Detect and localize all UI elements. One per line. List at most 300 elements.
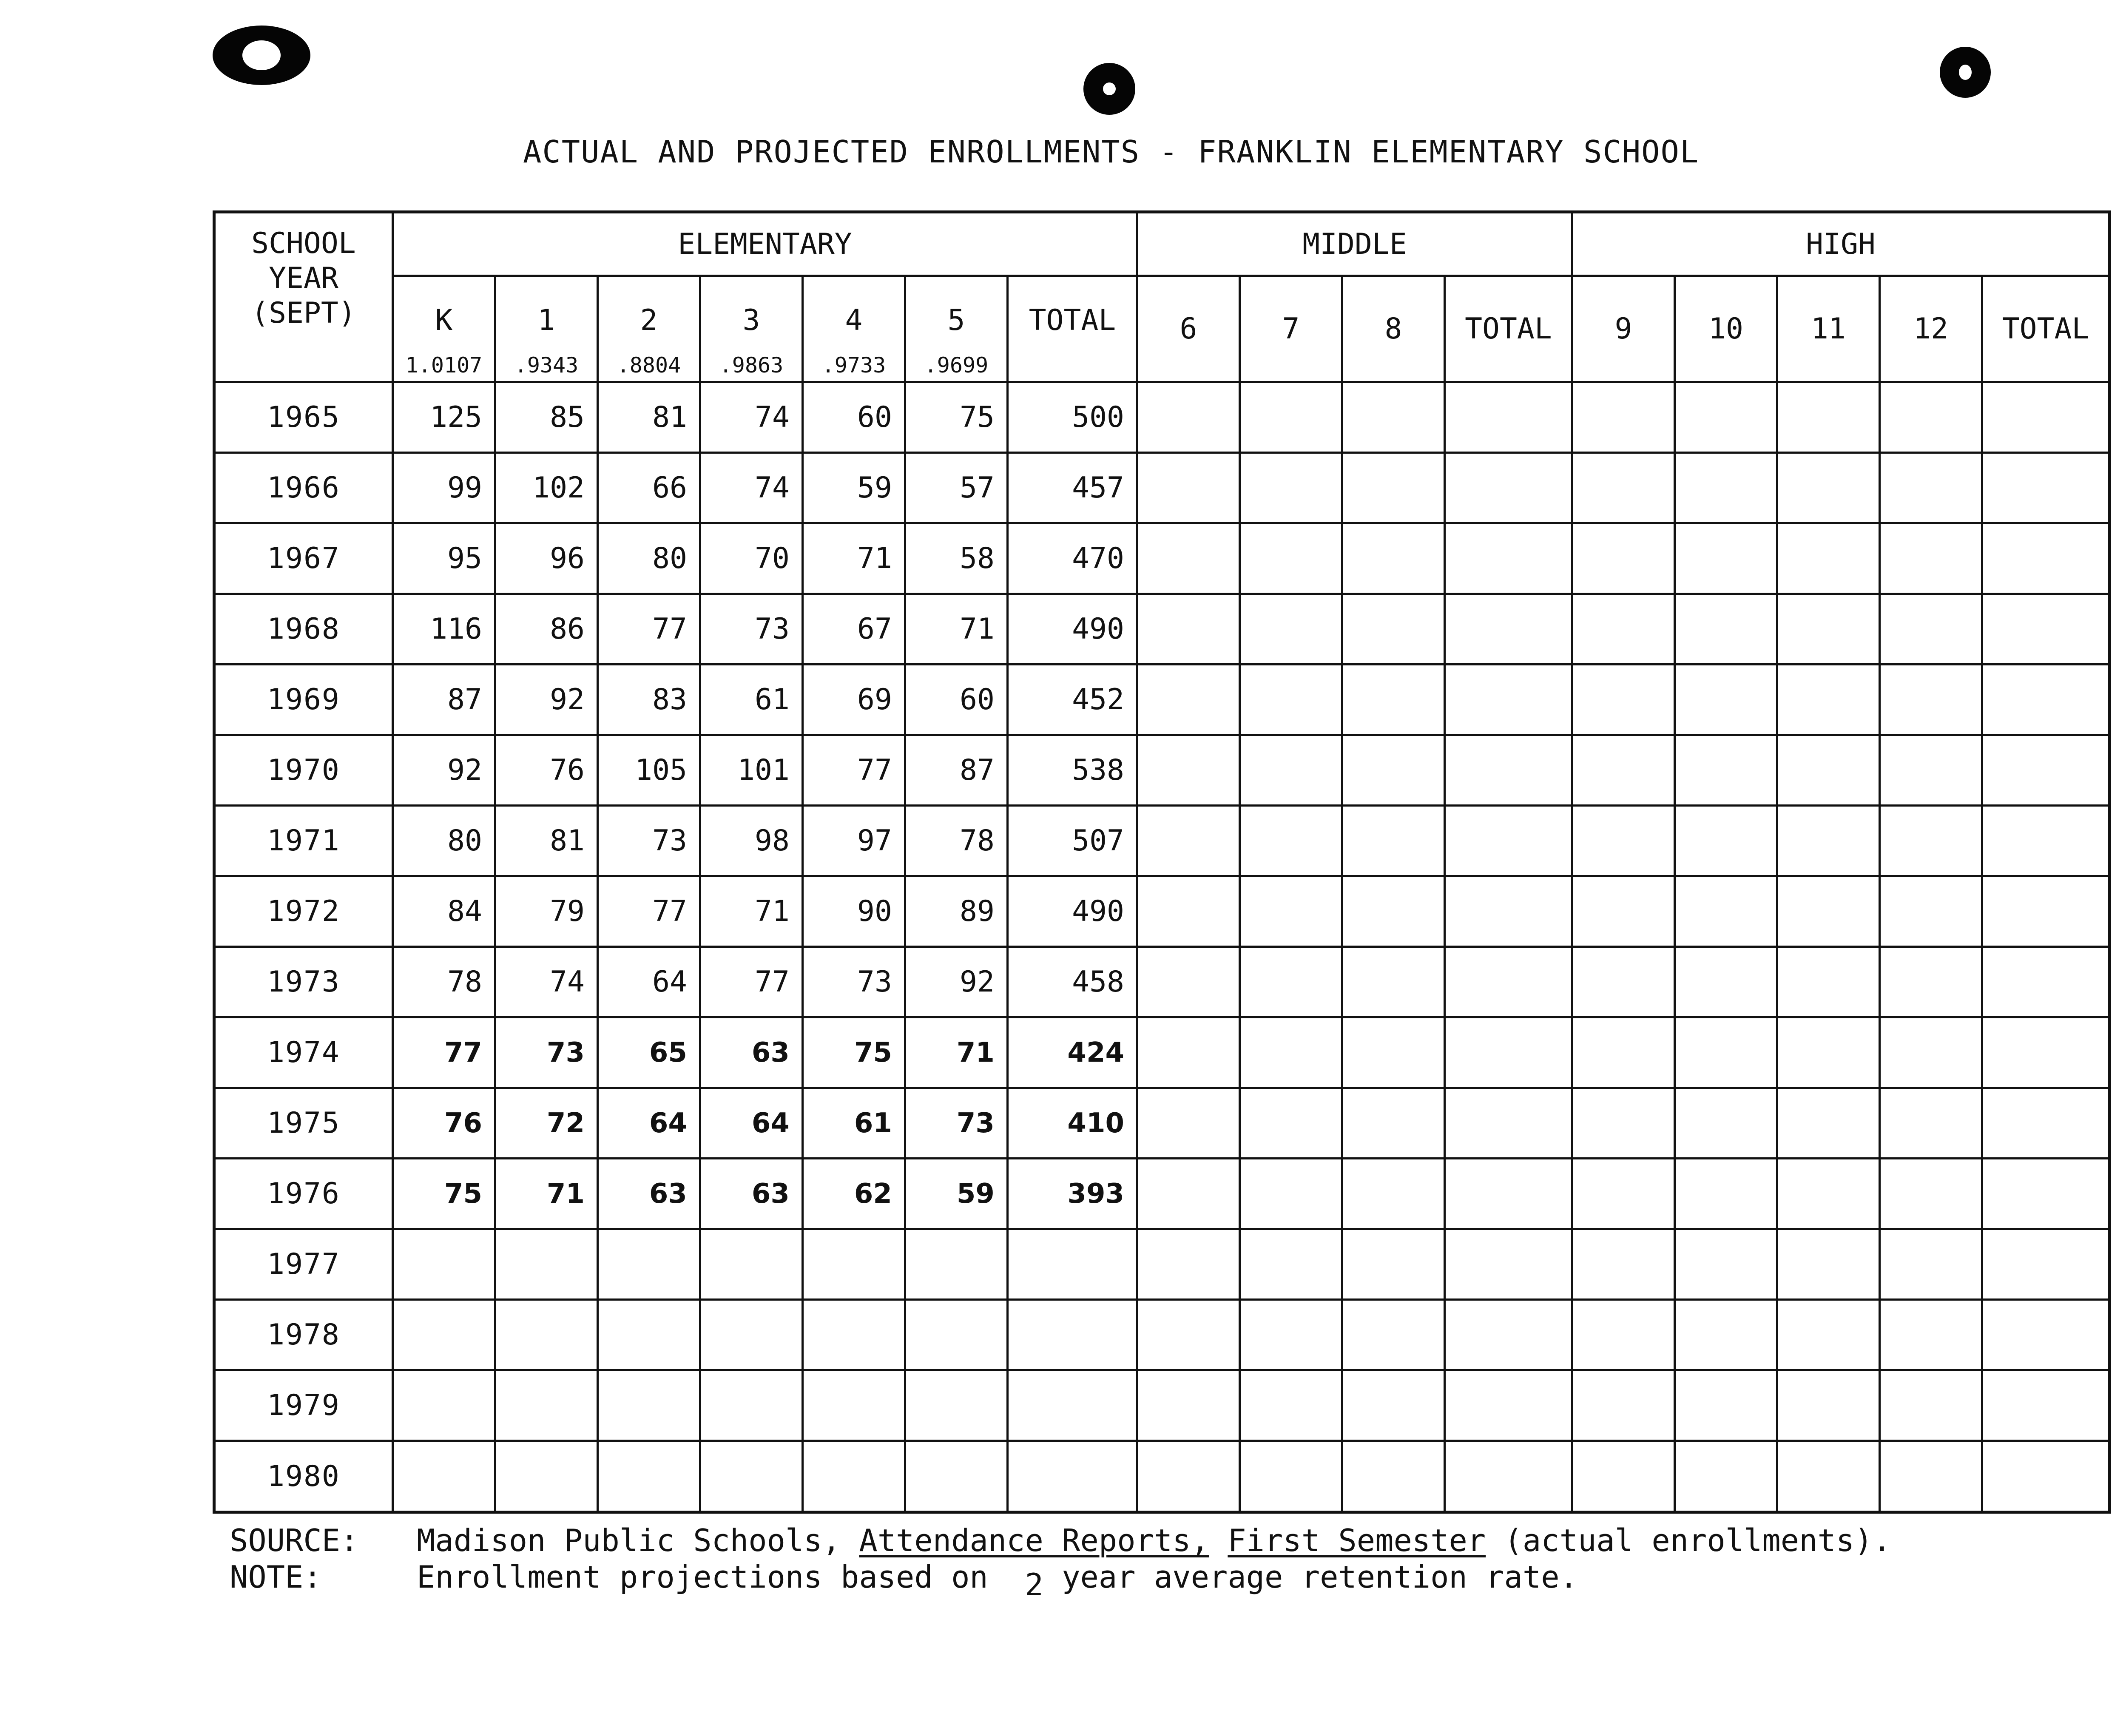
empty-cell	[1879, 523, 1982, 594]
enrollment-cell	[700, 1370, 802, 1441]
empty-cell	[1444, 594, 1572, 665]
grade-header-row	[214, 276, 2110, 382]
empty-cell	[1879, 1017, 1982, 1088]
empty-cell	[1444, 947, 1572, 1017]
empty-cell	[1342, 594, 1444, 665]
year-cell: 1966	[214, 453, 393, 523]
enrollment-cell: 71	[802, 523, 905, 594]
empty-cell	[1239, 1159, 1342, 1229]
enrollment-cell: 102	[495, 453, 597, 523]
empty-cell	[1777, 665, 1879, 735]
empty-cell	[1239, 1229, 1342, 1300]
note-suffix: year average retention rate.	[1062, 1559, 1578, 1595]
enrollment-cell	[802, 1441, 905, 1512]
enrollment-cell: 116	[393, 594, 495, 665]
empty-cell	[1342, 1017, 1444, 1088]
enrollment-cell: 81	[597, 382, 700, 453]
enrollment-cell: 58	[905, 523, 1007, 594]
grade-label: 4	[845, 304, 863, 337]
empty-cell	[1674, 1229, 1777, 1300]
table-row	[214, 1017, 2110, 1088]
enrollment-cell: 89	[905, 876, 1007, 947]
empty-cell	[1982, 1300, 2110, 1370]
empty-cell	[1444, 1159, 1572, 1229]
grade-header-high: 9	[1572, 276, 1674, 382]
enrollment-cell: 76	[495, 735, 597, 806]
note-prefix: Enrollment projections based on	[417, 1559, 988, 1595]
empty-cell	[1137, 1159, 1240, 1229]
empty-cell	[1342, 523, 1444, 594]
empty-cell	[1342, 1159, 1444, 1229]
year-cell: 1979	[214, 1370, 393, 1441]
empty-cell	[1137, 1229, 1240, 1300]
empty-cell	[1982, 1159, 2110, 1229]
empty-cell	[1137, 947, 1240, 1017]
empty-cell	[1982, 806, 2110, 876]
note-label: NOTE:	[230, 1559, 322, 1595]
enrollment-cell: 80	[393, 806, 495, 876]
enrollment-cell	[700, 1441, 802, 1512]
enrollment-cell: 57	[905, 453, 1007, 523]
grade-label: 2	[640, 304, 658, 337]
empty-cell	[1342, 1229, 1444, 1300]
empty-cell	[1777, 1017, 1879, 1088]
enrollment-cell: 70	[700, 523, 802, 594]
enrollment-cell: 71	[905, 1017, 1007, 1088]
year-cell: 1976	[214, 1159, 393, 1229]
note-years: 2	[1025, 1567, 1043, 1602]
source-label: SOURCE:	[230, 1523, 359, 1558]
enrollment-cell: 96	[495, 523, 597, 594]
source-semester: First Semester	[1228, 1523, 1486, 1558]
enrollment-cell: 85	[495, 382, 597, 453]
empty-cell	[1674, 1159, 1777, 1229]
table-row	[214, 453, 2110, 523]
enrollment-cell: 61	[802, 1088, 905, 1159]
empty-cell	[1674, 453, 1777, 523]
empty-cell	[1572, 1441, 1674, 1512]
enrollment-cell: 95	[393, 523, 495, 594]
empty-cell	[1239, 453, 1342, 523]
grade-header-elementary	[1007, 276, 1137, 382]
enrollment-cell: 90	[802, 876, 905, 947]
retention-rate: .9733	[821, 353, 886, 378]
enrollment-cell: 67	[802, 594, 905, 665]
empty-cell	[1982, 1017, 2110, 1088]
empty-cell	[1572, 1229, 1674, 1300]
enrollment-cell: 80	[597, 523, 700, 594]
grade-header-elementary	[802, 276, 905, 382]
enrollment-cell: 75	[905, 382, 1007, 453]
empty-cell	[1982, 947, 2110, 1017]
grade-label: 3	[742, 304, 760, 337]
table-row	[214, 1441, 2110, 1512]
empty-cell	[1239, 1300, 1342, 1370]
enrollment-cell: 99	[393, 453, 495, 523]
year-cell: 1978	[214, 1300, 393, 1370]
enrollment-cell: 71	[700, 876, 802, 947]
enrollment-cell: 59	[802, 453, 905, 523]
enrollment-cell: 81	[495, 806, 597, 876]
enrollment-cell: 65	[597, 1017, 700, 1088]
table-row	[214, 665, 2110, 735]
empty-cell	[1982, 523, 2110, 594]
empty-cell	[1674, 876, 1777, 947]
empty-cell	[1982, 594, 2110, 665]
elementary-total-cell: 393	[1007, 1159, 1137, 1229]
grade-label: 5	[947, 304, 965, 337]
elementary-total-cell: 452	[1007, 665, 1137, 735]
enrollment-cell: 77	[597, 594, 700, 665]
enrollment-cell: 87	[393, 665, 495, 735]
empty-cell	[1239, 947, 1342, 1017]
empty-cell	[1239, 876, 1342, 947]
punch-hole-left	[213, 26, 310, 85]
empty-cell	[1572, 665, 1674, 735]
table-row	[214, 947, 2110, 1017]
empty-cell	[1572, 735, 1674, 806]
empty-cell	[1777, 1370, 1879, 1441]
empty-cell	[1444, 1088, 1572, 1159]
grade-header-middle: 7	[1239, 276, 1342, 382]
enrollment-cell: 73	[905, 1088, 1007, 1159]
empty-cell	[1879, 806, 1982, 876]
empty-cell	[1342, 1300, 1444, 1370]
enrollment-cell: 77	[597, 876, 700, 947]
empty-cell	[1239, 735, 1342, 806]
empty-cell	[1239, 382, 1342, 453]
empty-cell	[1137, 453, 1240, 523]
empty-cell	[1342, 665, 1444, 735]
footer	[230, 1522, 1891, 1602]
year-cell: 1971	[214, 806, 393, 876]
elementary-total-cell: 458	[1007, 947, 1137, 1017]
empty-cell	[1239, 806, 1342, 876]
grade-label: TOTAL	[1029, 304, 1116, 337]
empty-cell	[1572, 523, 1674, 594]
enrollment-cell	[905, 1441, 1007, 1512]
enrollment-cell	[597, 1300, 700, 1370]
elementary-total-cell	[1007, 1300, 1137, 1370]
table-row	[214, 523, 2110, 594]
empty-cell	[1674, 806, 1777, 876]
enrollment-cell: 74	[700, 382, 802, 453]
empty-cell	[1674, 947, 1777, 1017]
grade-header-high: 12	[1879, 276, 1982, 382]
enrollment-cell: 125	[393, 382, 495, 453]
enrollment-cell: 63	[700, 1017, 802, 1088]
enrollment-cell: 71	[905, 594, 1007, 665]
enrollment-cell: 59	[905, 1159, 1007, 1229]
empty-cell	[1444, 1229, 1572, 1300]
empty-cell	[1879, 1088, 1982, 1159]
empty-cell	[1674, 1088, 1777, 1159]
empty-cell	[1674, 523, 1777, 594]
empty-cell	[1879, 382, 1982, 453]
grade-label: K	[435, 304, 453, 337]
empty-cell	[1572, 1159, 1674, 1229]
grade-header-elementary	[905, 276, 1007, 382]
enrollment-cell: 73	[495, 1017, 597, 1088]
grade-header-high: TOTAL	[1982, 276, 2110, 382]
empty-cell	[1572, 1088, 1674, 1159]
empty-cell	[1137, 876, 1240, 947]
enrollment-cell	[597, 1441, 700, 1512]
table-row	[214, 735, 2110, 806]
empty-cell	[1674, 665, 1777, 735]
enrollment-cell: 84	[393, 876, 495, 947]
table-row	[214, 876, 2110, 947]
enrollment-body	[214, 382, 2110, 1512]
elementary-header: ELEMENTARY	[393, 212, 1137, 276]
elementary-total-cell: 490	[1007, 594, 1137, 665]
empty-cell	[1342, 806, 1444, 876]
empty-cell	[1444, 735, 1572, 806]
year-cell: 1972	[214, 876, 393, 947]
elementary-total-cell: 500	[1007, 382, 1137, 453]
year-cell: 1977	[214, 1229, 393, 1300]
empty-cell	[1137, 665, 1240, 735]
empty-cell	[1572, 1300, 1674, 1370]
note-line	[230, 1559, 1891, 1602]
empty-cell	[1239, 1441, 1342, 1512]
punch-hole-center	[1083, 63, 1135, 115]
elementary-total-cell: 424	[1007, 1017, 1137, 1088]
empty-cell	[1982, 665, 2110, 735]
enrollment-cell: 60	[905, 665, 1007, 735]
enrollment-cell: 75	[393, 1159, 495, 1229]
enrollment-cell: 75	[802, 1017, 905, 1088]
empty-cell	[1444, 1017, 1572, 1088]
empty-cell	[1239, 594, 1342, 665]
empty-cell	[1982, 1441, 2110, 1512]
empty-cell	[1239, 1017, 1342, 1088]
empty-cell	[1137, 1017, 1240, 1088]
elementary-total-cell: 507	[1007, 806, 1137, 876]
empty-cell	[1982, 1370, 2110, 1441]
school-year-header: SCHOOL YEAR (SEPT)	[214, 212, 393, 382]
enrollment-cell	[905, 1300, 1007, 1370]
table-row	[214, 806, 2110, 876]
enrollment-cell: 62	[802, 1159, 905, 1229]
empty-cell	[1342, 1370, 1444, 1441]
enrollment-cell	[495, 1300, 597, 1370]
table-row	[214, 1088, 2110, 1159]
enrollment-cell	[393, 1300, 495, 1370]
empty-cell	[1777, 453, 1879, 523]
year-cell: 1968	[214, 594, 393, 665]
grade-header-elementary	[700, 276, 802, 382]
enrollment-cell: 74	[495, 947, 597, 1017]
empty-cell	[1777, 1441, 1879, 1512]
empty-cell	[1137, 1088, 1240, 1159]
punch-hole-right	[1940, 47, 1991, 98]
source-suffix: (actual enrollments).	[1504, 1523, 1891, 1558]
empty-cell	[1777, 1300, 1879, 1370]
table-row	[214, 382, 2110, 453]
empty-cell	[1572, 594, 1674, 665]
empty-cell	[1239, 1370, 1342, 1441]
grade-header-elementary	[393, 276, 495, 382]
source-report: Attendance Reports,	[859, 1523, 1209, 1558]
enrollment-cell: 98	[700, 806, 802, 876]
empty-cell	[1137, 382, 1240, 453]
enrollment-cell: 72	[495, 1088, 597, 1159]
empty-cell	[1674, 1300, 1777, 1370]
empty-cell	[1982, 735, 2110, 806]
enrollment-cell: 69	[802, 665, 905, 735]
enrollment-cell	[495, 1441, 597, 1512]
empty-cell	[1572, 1017, 1674, 1088]
middle-header: MIDDLE	[1137, 212, 1572, 276]
year-cell: 1967	[214, 523, 393, 594]
enrollment-cell: 73	[802, 947, 905, 1017]
empty-cell	[1444, 876, 1572, 947]
grade-header-middle: 6	[1137, 276, 1240, 382]
grade-header-elementary	[597, 276, 700, 382]
enrollment-cell	[905, 1229, 1007, 1300]
empty-cell	[1674, 735, 1777, 806]
empty-cell	[1444, 806, 1572, 876]
empty-cell	[1444, 1370, 1572, 1441]
empty-cell	[1137, 594, 1240, 665]
enrollment-cell	[700, 1300, 802, 1370]
enrollment-cell: 63	[597, 1159, 700, 1229]
empty-cell	[1444, 1441, 1572, 1512]
grade-label: 1	[537, 304, 555, 337]
enrollment-cell: 64	[597, 1088, 700, 1159]
retention-rate: .9343	[514, 353, 579, 378]
enrollment-cell: 101	[700, 735, 802, 806]
empty-cell	[1982, 1229, 2110, 1300]
empty-cell	[1674, 1017, 1777, 1088]
high-header: HIGH	[1572, 212, 2109, 276]
empty-cell	[1982, 1088, 2110, 1159]
enrollment-cell	[597, 1229, 700, 1300]
year-cell: 1969	[214, 665, 393, 735]
grade-header-high: 10	[1674, 276, 1777, 382]
empty-cell	[1777, 735, 1879, 806]
enrollment-cell: 86	[495, 594, 597, 665]
retention-rate: 1.0107	[405, 353, 483, 378]
empty-cell	[1879, 1229, 1982, 1300]
empty-cell	[1982, 382, 2110, 453]
empty-cell	[1982, 876, 2110, 947]
enrollment-cell: 60	[802, 382, 905, 453]
enrollment-cell	[495, 1229, 597, 1300]
empty-cell	[1879, 735, 1982, 806]
grade-header-high: 11	[1777, 276, 1879, 382]
year-cell: 1974	[214, 1017, 393, 1088]
empty-cell	[1342, 735, 1444, 806]
enrollment-cell: 97	[802, 806, 905, 876]
elementary-total-cell	[1007, 1229, 1137, 1300]
empty-cell	[1444, 665, 1572, 735]
empty-cell	[1879, 947, 1982, 1017]
enrollment-cell: 77	[700, 947, 802, 1017]
empty-cell	[1879, 1441, 1982, 1512]
empty-cell	[1879, 594, 1982, 665]
empty-cell	[1342, 453, 1444, 523]
empty-cell	[1444, 453, 1572, 523]
grade-header-middle: 8	[1342, 276, 1444, 382]
enrollment-cell: 78	[905, 806, 1007, 876]
empty-cell	[1777, 947, 1879, 1017]
table-row	[214, 1229, 2110, 1300]
empty-cell	[1879, 665, 1982, 735]
enrollment-cell: 92	[495, 665, 597, 735]
enrollment-cell	[802, 1229, 905, 1300]
enrollment-cell: 64	[700, 1088, 802, 1159]
enrollment-cell: 74	[700, 453, 802, 523]
enrollment-cell: 92	[905, 947, 1007, 1017]
empty-cell	[1777, 523, 1879, 594]
document-title: ACTUAL AND PROJECTED ENROLLMENTS - FRANKLIN ELEMENTARY SCHOOL	[523, 134, 1700, 170]
enrollment-cell: 73	[597, 806, 700, 876]
enrollment-cell: 64	[597, 947, 700, 1017]
enrollment-cell	[802, 1370, 905, 1441]
enrollment-cell	[802, 1300, 905, 1370]
empty-cell	[1572, 947, 1674, 1017]
source-line	[230, 1522, 1891, 1559]
table-row	[214, 1370, 2110, 1441]
empty-cell	[1137, 1300, 1240, 1370]
enrollment-cell: 105	[597, 735, 700, 806]
enrollment-cell: 71	[495, 1159, 597, 1229]
enrollment-cell: 79	[495, 876, 597, 947]
empty-cell	[1572, 876, 1674, 947]
empty-cell	[1444, 523, 1572, 594]
empty-cell	[1239, 665, 1342, 735]
empty-cell	[1239, 1088, 1342, 1159]
empty-cell	[1674, 1441, 1777, 1512]
empty-cell	[1137, 806, 1240, 876]
table-row	[214, 1159, 2110, 1229]
retention-rate: .9699	[924, 353, 989, 378]
retention-rate: .8804	[617, 353, 681, 378]
empty-cell	[1444, 1300, 1572, 1370]
enrollment-cell	[393, 1370, 495, 1441]
enrollment-cell: 77	[393, 1017, 495, 1088]
year-cell: 1973	[214, 947, 393, 1017]
empty-cell	[1342, 1441, 1444, 1512]
enrollment-cell: 77	[802, 735, 905, 806]
empty-cell	[1879, 1159, 1982, 1229]
empty-cell	[1777, 876, 1879, 947]
empty-cell	[1137, 523, 1240, 594]
empty-cell	[1777, 1088, 1879, 1159]
empty-cell	[1342, 382, 1444, 453]
year-cell: 1965	[214, 382, 393, 453]
empty-cell	[1879, 453, 1982, 523]
enrollment-cell: 61	[700, 665, 802, 735]
enrollment-cell	[700, 1229, 802, 1300]
empty-cell	[1777, 594, 1879, 665]
empty-cell	[1137, 735, 1240, 806]
empty-cell	[1137, 1370, 1240, 1441]
elementary-total-cell	[1007, 1441, 1137, 1512]
elementary-total-cell: 490	[1007, 876, 1137, 947]
enrollment-table	[213, 210, 2111, 1514]
empty-cell	[1777, 806, 1879, 876]
enrollment-cell: 63	[700, 1159, 802, 1229]
enrollment-cell	[597, 1370, 700, 1441]
empty-cell	[1777, 1229, 1879, 1300]
enrollment-cell: 83	[597, 665, 700, 735]
empty-cell	[1879, 1370, 1982, 1441]
empty-cell	[1572, 382, 1674, 453]
empty-cell	[1777, 1159, 1879, 1229]
